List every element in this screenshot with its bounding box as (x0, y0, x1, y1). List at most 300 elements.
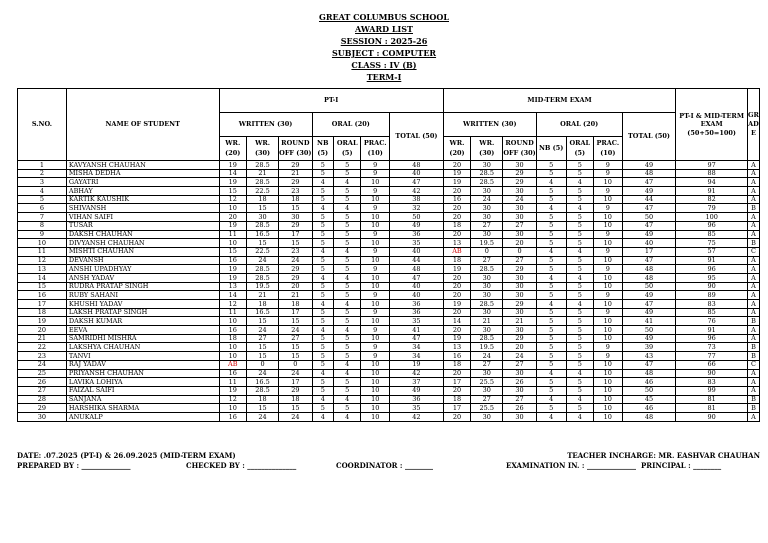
cell-pt1-roundoff: 29 (279, 265, 312, 274)
cell-mid-total: 47 (622, 221, 676, 230)
cell-pt1-prac: 9 (361, 169, 390, 178)
cell-mid-wr30: 30 (471, 282, 503, 291)
cell-pt1-wr20: 16 (219, 326, 246, 335)
cell-pt1-oral: 5 (333, 187, 360, 196)
table-row (18, 204, 760, 213)
cell-pt1-total: 48 (390, 265, 444, 274)
cell-mid-wr30: 28.5 (471, 169, 503, 178)
cell-mid-nb: 4 (536, 369, 566, 378)
cell-name: HARSHIKA SHARMA (66, 404, 219, 413)
mid-col-wr30: WR. (30) (471, 137, 503, 161)
cell-sno: 12 (18, 256, 67, 265)
cell-sno: 10 (18, 239, 67, 248)
cell-mid-wr30: 25.5 (471, 378, 503, 387)
cell-pt1-total: 42 (390, 369, 444, 378)
cell-name: FAIZAL SAIFI (66, 386, 219, 395)
pt1-col-total: TOTAL (50) (390, 113, 444, 161)
cell-mid-roundoff: 30 (503, 187, 536, 196)
cell-mid-roundoff: 27 (503, 256, 536, 265)
cell-mid-roundoff: 30 (503, 369, 536, 378)
cell-pt1-wr20: 10 (219, 404, 246, 413)
cell-pt1-oral: 4 (333, 178, 360, 187)
cell-combined: 99 (676, 386, 748, 395)
cell-pt1-wr20: 12 (219, 300, 246, 309)
cell-pt1-roundoff: 0 (279, 360, 312, 369)
cell-pt1-wr30: 18 (246, 395, 278, 404)
cell-pt1-total: 48 (390, 161, 444, 170)
cell-mid-wr20: 13 (443, 239, 470, 248)
cell-mid-total: 49 (622, 161, 676, 170)
cell-pt1-oral: 5 (333, 213, 360, 222)
cell-sno: 18 (18, 308, 67, 317)
cell-name: KAVYANSH CHAUHAN (66, 161, 219, 170)
cell-name: SAMRIDHI MISHRA (66, 334, 219, 343)
cell-mid-total: 17 (622, 247, 676, 256)
table-row (18, 265, 760, 274)
table-row (18, 195, 760, 204)
cell-pt1-wr30: 28.5 (246, 221, 278, 230)
cell-mid-wr20: 20 (443, 161, 470, 170)
cell-mid-wr20: 19 (443, 169, 470, 178)
cell-pt1-wr30: 24 (246, 256, 278, 265)
cell-grade: A (747, 334, 759, 343)
cell-name: SHIVANSH (66, 204, 219, 213)
table-row (18, 169, 760, 178)
doc-title: AWARD LIST (355, 24, 413, 34)
cell-mid-roundoff: 30 (503, 161, 536, 170)
cell-pt1-nb: 5 (312, 282, 333, 291)
cell-pt1-wr30: 15 (246, 343, 278, 352)
table-row (18, 300, 760, 309)
cell-mid-nb: 5 (536, 195, 566, 204)
cell-mid-prac: 10 (594, 360, 623, 369)
cell-pt1-wr30: 28.5 (246, 265, 278, 274)
cell-mid-wr20: AB (443, 247, 470, 256)
cell-mid-wr30: 30 (471, 204, 503, 213)
cell-mid-wr30: 21 (471, 317, 503, 326)
cell-combined: 77 (676, 352, 748, 361)
cell-pt1-wr30: 16.5 (246, 378, 278, 387)
cell-mid-wr30: 28.5 (471, 300, 503, 309)
cell-grade: A (747, 265, 759, 274)
cell-pt1-wr20: 13 (219, 282, 246, 291)
pt1-col-roundoff: ROUND OFF (30) (279, 137, 312, 161)
cell-mid-total: 43 (622, 352, 676, 361)
cell-pt1-oral: 5 (333, 386, 360, 395)
cell-pt1-prac: 10 (361, 412, 390, 421)
cell-pt1-prac: 10 (361, 317, 390, 326)
table-row (18, 230, 760, 239)
cell-pt1-prac: 10 (361, 386, 390, 395)
cell-pt1-wr30: 18 (246, 195, 278, 204)
cell-pt1-wr20: 18 (219, 334, 246, 343)
cell-pt1-prac: 10 (361, 273, 390, 282)
cell-mid-prac: 10 (594, 386, 623, 395)
cell-mid-roundoff: 29 (503, 169, 536, 178)
cell-pt1-nb: 5 (312, 213, 333, 222)
cell-grade: A (747, 178, 759, 187)
cell-pt1-total: 34 (390, 343, 444, 352)
coordinator: COORDINATOR : ________ (336, 461, 433, 470)
cell-pt1-wr20: 10 (219, 343, 246, 352)
cell-mid-roundoff: 27 (503, 360, 536, 369)
cell-mid-wr20: 20 (443, 308, 470, 317)
cell-pt1-prac: 10 (361, 360, 390, 369)
cell-combined: 79 (676, 204, 748, 213)
cell-pt1-wr30: 18 (246, 300, 278, 309)
cell-pt1-nb: 5 (312, 195, 333, 204)
cell-mid-prac: 10 (594, 404, 623, 413)
cell-sno: 30 (18, 412, 67, 421)
cell-pt1-oral: 4 (333, 360, 360, 369)
student-rows (18, 161, 760, 422)
table-row (18, 291, 760, 300)
cell-pt1-wr20: 11 (219, 308, 246, 317)
cell-mid-wr20: 20 (443, 412, 470, 421)
cell-sno: 25 (18, 369, 67, 378)
cell-pt1-prac: 10 (361, 178, 390, 187)
cell-pt1-roundoff: 29 (279, 161, 312, 170)
cell-mid-nb: 5 (536, 239, 566, 248)
prepared-by: PREPARED BY : ______________ (17, 461, 131, 470)
cell-name: SANJANA (66, 395, 219, 404)
cell-grade: A (747, 221, 759, 230)
cell-mid-total: 50 (622, 326, 676, 335)
cell-mid-wr30: 28.5 (471, 334, 503, 343)
cell-combined: 76 (676, 317, 748, 326)
table-row (18, 178, 760, 187)
cell-combined: 96 (676, 334, 748, 343)
cell-name: DAKSH KUMAR (66, 317, 219, 326)
cell-mid-total: 48 (622, 369, 676, 378)
mid-col-nb: NB (5) (536, 137, 566, 161)
cell-mid-nb: 4 (536, 247, 566, 256)
cell-pt1-wr20: 12 (219, 195, 246, 204)
table-row (18, 369, 760, 378)
cell-mid-nb: 5 (536, 326, 566, 335)
cell-pt1-wr30: 16.5 (246, 308, 278, 317)
cell-pt1-total: 47 (390, 178, 444, 187)
cell-sno: 26 (18, 378, 67, 387)
cell-name: GAYATRI (66, 178, 219, 187)
cell-name: PRIYANSH CHAUHAN (66, 369, 219, 378)
cell-mid-roundoff: 30 (503, 291, 536, 300)
mid-col-wr20: WR. (20) (443, 137, 470, 161)
cell-name: TUSAR (66, 221, 219, 230)
cell-pt1-oral: 5 (333, 161, 360, 170)
cell-pt1-total: 44 (390, 256, 444, 265)
cell-mid-oral: 5 (566, 187, 593, 196)
col-grade: GRADE (747, 89, 759, 161)
cell-pt1-nb: 5 (312, 317, 333, 326)
cell-sno: 5 (18, 195, 67, 204)
cell-mid-wr30: 30 (471, 308, 503, 317)
cell-pt1-total: 35 (390, 317, 444, 326)
cell-pt1-oral: 5 (333, 195, 360, 204)
cell-mid-nb: 5 (536, 187, 566, 196)
cell-mid-oral: 4 (566, 369, 593, 378)
cell-pt1-oral: 5 (333, 221, 360, 230)
cell-pt1-roundoff: 27 (279, 334, 312, 343)
cell-pt1-oral: 5 (333, 169, 360, 178)
cell-mid-oral: 4 (566, 412, 593, 421)
cell-pt1-oral: 5 (333, 317, 360, 326)
pt1-col-wr20: WR. (20) (219, 137, 246, 161)
cell-pt1-roundoff: 18 (279, 195, 312, 204)
cell-mid-wr30: 30 (471, 326, 503, 335)
principal: PRINCIPAL : ________ (641, 461, 722, 470)
cell-pt1-nb: 4 (312, 273, 333, 282)
pt1-col-prac: PRAC. (10) (361, 137, 390, 161)
cell-mid-prac: 10 (594, 326, 623, 335)
cell-mid-prac: 9 (594, 343, 623, 352)
cell-pt1-roundoff: 15 (279, 352, 312, 361)
pt1-oral-group: ORAL (20) (312, 113, 389, 137)
cell-grade: A (747, 230, 759, 239)
cell-mid-roundoff: 30 (503, 230, 536, 239)
cell-grade: C (747, 247, 759, 256)
cell-sno: 9 (18, 230, 67, 239)
cell-mid-prac: 9 (594, 308, 623, 317)
cell-mid-total: 50 (622, 282, 676, 291)
cell-mid-nb: 5 (536, 169, 566, 178)
cell-pt1-prac: 9 (361, 161, 390, 170)
cell-pt1-oral: 4 (333, 412, 360, 421)
cell-mid-total: 48 (622, 412, 676, 421)
cell-pt1-nb: 5 (312, 221, 333, 230)
cell-mid-prac: 9 (594, 204, 623, 213)
cell-mid-total: 44 (622, 195, 676, 204)
cell-mid-oral: 5 (566, 343, 593, 352)
cell-pt1-wr30: 15 (246, 352, 278, 361)
cell-name: DAKSH CHAUHAN (66, 230, 219, 239)
cell-pt1-total: 40 (390, 169, 444, 178)
cell-pt1-nb: 4 (312, 395, 333, 404)
cell-mid-oral: 4 (566, 204, 593, 213)
cell-mid-total: 40 (622, 239, 676, 248)
cell-name: RAJ YADAV (66, 360, 219, 369)
pt1-col-nb: NB (5) (312, 137, 333, 161)
cell-pt1-wr30: 24 (246, 412, 278, 421)
mid-oral-group: ORAL (20) (536, 113, 622, 137)
cell-pt1-total: 35 (390, 404, 444, 413)
cell-combined: 81 (676, 404, 748, 413)
cell-mid-prac: 10 (594, 300, 623, 309)
cell-pt1-wr20: 10 (219, 352, 246, 361)
cell-pt1-roundoff: 24 (279, 256, 312, 265)
cell-mid-oral: 5 (566, 386, 593, 395)
class-label: CLASS : IV (B) (351, 60, 417, 70)
cell-pt1-oral: 5 (333, 378, 360, 387)
cell-mid-total: 49 (622, 334, 676, 343)
cell-pt1-prac: 9 (361, 291, 390, 300)
cell-sno: 11 (18, 247, 67, 256)
cell-pt1-oral: 5 (333, 334, 360, 343)
cell-mid-nb: 5 (536, 265, 566, 274)
cell-mid-prac: 9 (594, 265, 623, 274)
cell-grade: A (747, 187, 759, 196)
cell-pt1-oral: 5 (333, 404, 360, 413)
cell-pt1-oral: 5 (333, 291, 360, 300)
cell-mid-wr30: 19.5 (471, 343, 503, 352)
cell-grade: A (747, 326, 759, 335)
cell-pt1-prac: 10 (361, 334, 390, 343)
cell-pt1-wr20: 12 (219, 395, 246, 404)
table-row (18, 247, 760, 256)
cell-mid-roundoff: 0 (503, 247, 536, 256)
cell-pt1-prac: 10 (361, 256, 390, 265)
cell-pt1-prac: 9 (361, 326, 390, 335)
cell-pt1-nb: 5 (312, 256, 333, 265)
cell-pt1-roundoff: 23 (279, 247, 312, 256)
cell-pt1-nb: 5 (312, 161, 333, 170)
cell-combined: 89 (676, 291, 748, 300)
table-row (18, 187, 760, 196)
cell-mid-wr30: 30 (471, 369, 503, 378)
cell-mid-prac: 9 (594, 169, 623, 178)
cell-pt1-wr30: 24 (246, 369, 278, 378)
cell-mid-roundoff: 29 (503, 178, 536, 187)
cell-pt1-total: 50 (390, 213, 444, 222)
cell-pt1-total: 41 (390, 326, 444, 335)
cell-pt1-wr20: AB (219, 360, 246, 369)
cell-mid-wr30: 30 (471, 273, 503, 282)
cell-pt1-wr20: 16 (219, 256, 246, 265)
table-row (18, 213, 760, 222)
cell-pt1-prac: 9 (361, 204, 390, 213)
cell-mid-wr20: 19 (443, 334, 470, 343)
cell-pt1-oral: 4 (333, 300, 360, 309)
examination-incharge: EXAMINATION IN. : ______________ (506, 461, 636, 470)
cell-name: KARTIK KAUSHIK (66, 195, 219, 204)
cell-pt1-oral: 5 (333, 308, 360, 317)
pt1-header: PT-I (219, 89, 443, 113)
cell-mid-wr20: 17 (443, 404, 470, 413)
cell-pt1-roundoff: 15 (279, 317, 312, 326)
cell-mid-wr20: 20 (443, 326, 470, 335)
cell-pt1-wr30: 21 (246, 291, 278, 300)
cell-pt1-nb: 5 (312, 265, 333, 274)
cell-mid-oral: 5 (566, 378, 593, 387)
cell-grade: A (747, 369, 759, 378)
cell-mid-roundoff: 30 (503, 282, 536, 291)
cell-mid-roundoff: 27 (503, 395, 536, 404)
cell-mid-roundoff: 20 (503, 343, 536, 352)
cell-pt1-wr20: 19 (219, 221, 246, 230)
cell-name: KHUSHI YADAV (66, 300, 219, 309)
cell-pt1-roundoff: 24 (279, 412, 312, 421)
cell-sno: 21 (18, 334, 67, 343)
cell-combined: 94 (676, 178, 748, 187)
cell-pt1-oral: 4 (333, 273, 360, 282)
cell-name: LAKSHYA CHAUHAN (66, 343, 219, 352)
cell-mid-wr20: 18 (443, 256, 470, 265)
cell-mid-nb: 5 (536, 308, 566, 317)
cell-pt1-wr30: 16.5 (246, 230, 278, 239)
cell-mid-wr20: 16 (443, 195, 470, 204)
cell-pt1-roundoff: 24 (279, 326, 312, 335)
cell-mid-oral: 5 (566, 317, 593, 326)
cell-pt1-total: 42 (390, 187, 444, 196)
cell-mid-total: 49 (622, 187, 676, 196)
cell-mid-oral: 5 (566, 360, 593, 369)
cell-mid-roundoff: 30 (503, 412, 536, 421)
cell-mid-wr20: 20 (443, 213, 470, 222)
cell-pt1-prac: 10 (361, 395, 390, 404)
cell-grade: A (747, 273, 759, 282)
cell-mid-roundoff: 27 (503, 221, 536, 230)
cell-mid-oral: 5 (566, 334, 593, 343)
cell-mid-nb: 5 (536, 256, 566, 265)
cell-pt1-wr20: 11 (219, 230, 246, 239)
cell-sno: 27 (18, 386, 67, 395)
cell-mid-wr20: 20 (443, 386, 470, 395)
cell-mid-wr30: 27 (471, 221, 503, 230)
cell-mid-nb: 4 (536, 412, 566, 421)
cell-pt1-wr20: 19 (219, 273, 246, 282)
cell-pt1-prac: 9 (361, 343, 390, 352)
cell-pt1-wr20: 15 (219, 247, 246, 256)
cell-mid-wr30: 30 (471, 187, 503, 196)
cell-mid-nb: 5 (536, 282, 566, 291)
cell-sno: 4 (18, 187, 67, 196)
table-row (18, 161, 760, 170)
cell-sno: 2 (18, 169, 67, 178)
cell-sno: 19 (18, 317, 67, 326)
cell-pt1-prac: 9 (361, 187, 390, 196)
cell-mid-nb: 4 (536, 178, 566, 187)
cell-pt1-nb: 5 (312, 308, 333, 317)
col-combined: PT-I & MID-TERM EXAM (50+50=100) (676, 89, 748, 161)
table-row (18, 360, 760, 369)
cell-pt1-total: 36 (390, 308, 444, 317)
cell-mid-wr30: 30 (471, 213, 503, 222)
cell-mid-nb: 4 (536, 395, 566, 404)
cell-grade: B (747, 352, 759, 361)
cell-mid-wr20: 16 (443, 352, 470, 361)
cell-mid-roundoff: 26 (503, 378, 536, 387)
cell-name: LAKSH PRATAP SINGH (66, 308, 219, 317)
cell-mid-wr30: 28.5 (471, 178, 503, 187)
subject-label: SUBJECT : COMPUTER (331, 48, 437, 58)
cell-mid-total: 49 (622, 291, 676, 300)
cell-pt1-nb: 4 (312, 326, 333, 335)
cell-pt1-roundoff: 30 (279, 213, 312, 222)
cell-grade: A (747, 169, 759, 178)
cell-mid-oral: 5 (566, 291, 593, 300)
cell-sno: 15 (18, 282, 67, 291)
cell-pt1-wr20: 15 (219, 187, 246, 196)
award-table (17, 88, 760, 422)
table-row (18, 395, 760, 404)
cell-pt1-total: 47 (390, 273, 444, 282)
cell-sno: 13 (18, 265, 67, 274)
cell-pt1-nb: 5 (312, 291, 333, 300)
cell-pt1-wr20: 19 (219, 265, 246, 274)
cell-grade: A (747, 378, 759, 387)
cell-mid-wr20: 19 (443, 265, 470, 274)
cell-pt1-wr20: 19 (219, 178, 246, 187)
cell-pt1-wr20: 16 (219, 369, 246, 378)
cell-pt1-wr30: 28.5 (246, 178, 278, 187)
cell-mid-total: 46 (622, 404, 676, 413)
cell-pt1-total: 19 (390, 360, 444, 369)
cell-sno: 7 (18, 213, 67, 222)
cell-mid-oral: 5 (566, 282, 593, 291)
table-row (18, 412, 760, 421)
cell-mid-wr20: 14 (443, 317, 470, 326)
cell-grade: A (747, 308, 759, 317)
